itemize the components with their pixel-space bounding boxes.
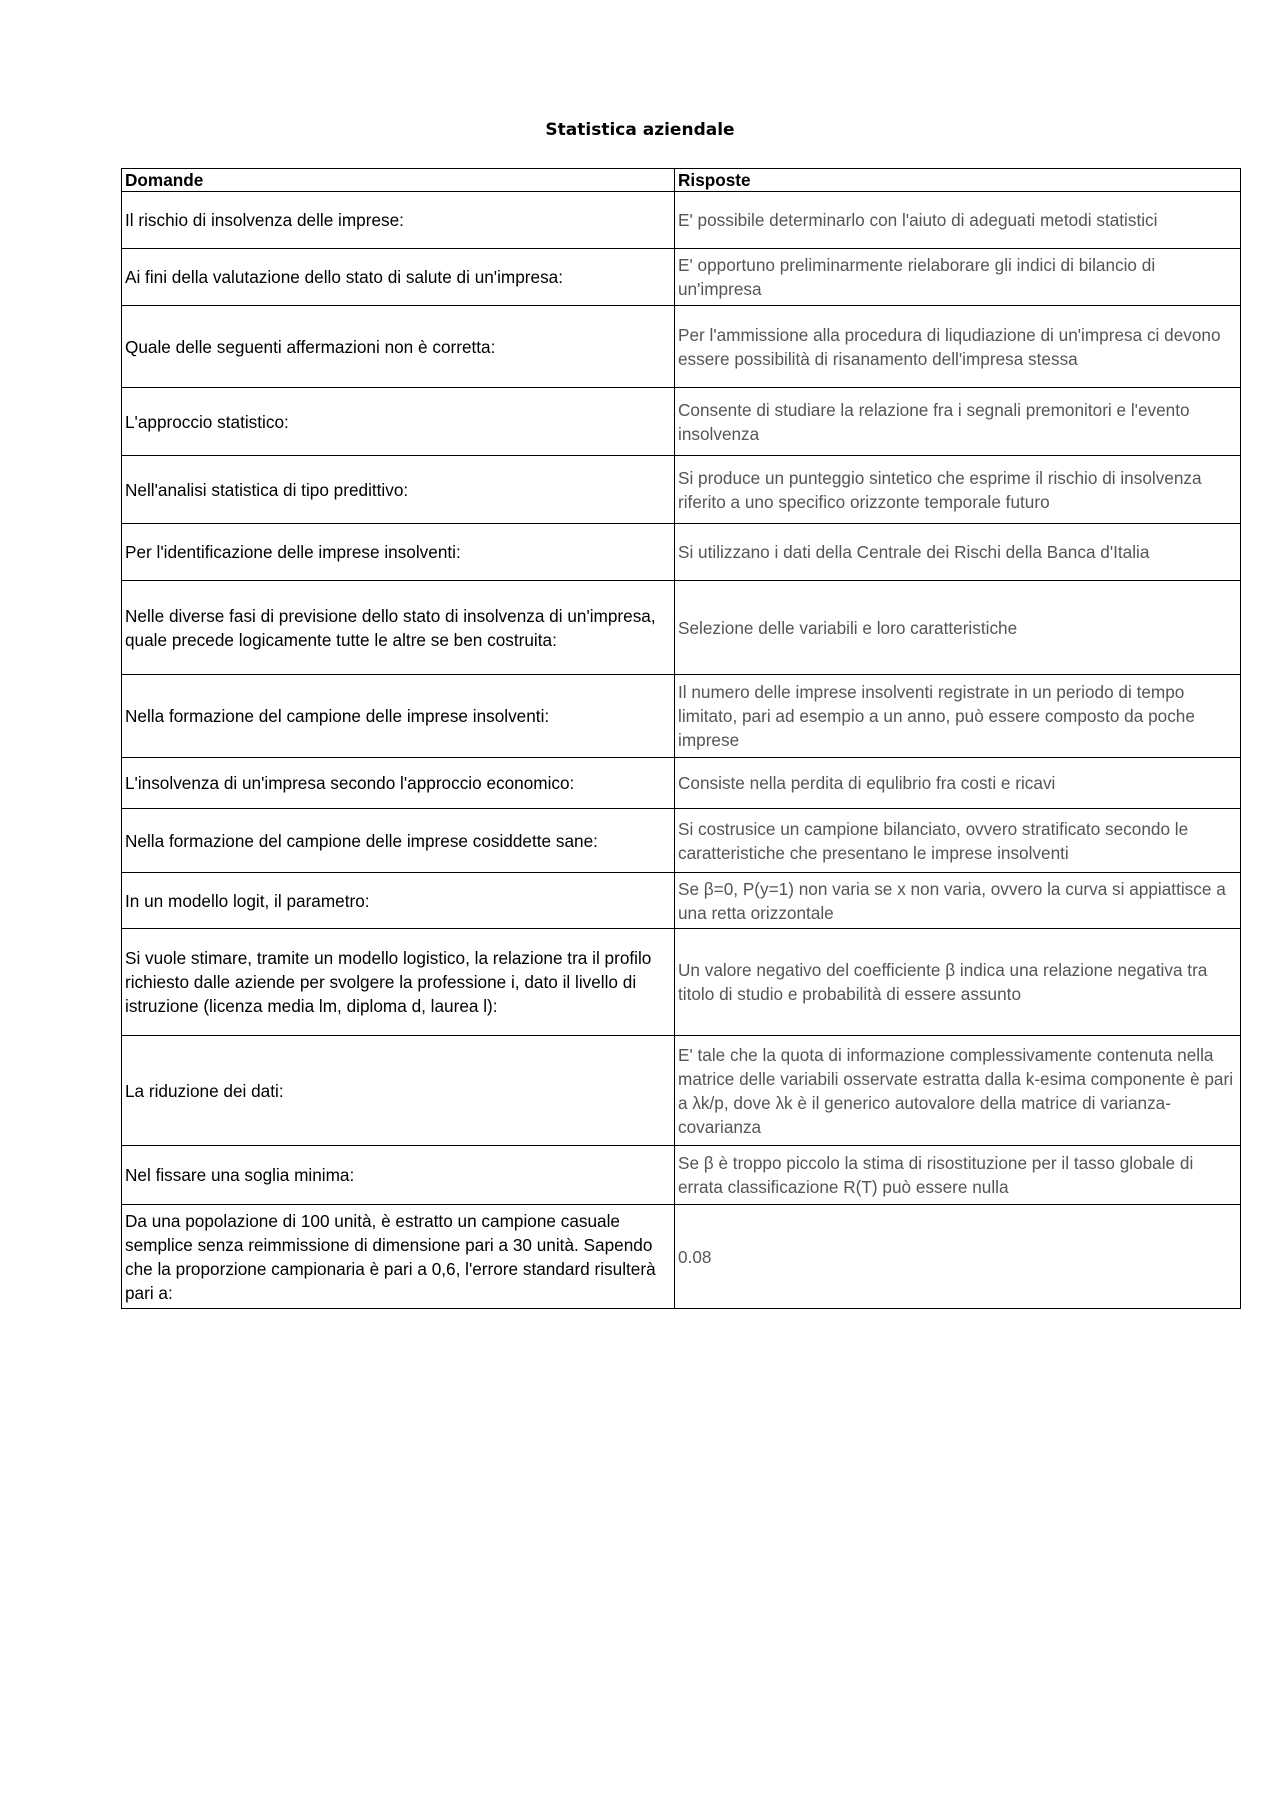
question-cell: Ai fini della valutazione dello stato di salute di un'impresa: (122, 249, 675, 306)
answer-cell: 0.08 (675, 1205, 1241, 1309)
table-row (122, 249, 1241, 306)
answer-cell: Si utilizzano i dati della Centrale dei Rischi della Banca d'Italia (675, 524, 1241, 581)
answer-cell: E' tale che la quota di informazione complessivamente contenuta nella matrice delle variabili osservate estratta dalla k-esima componente è pari a λk/p, dove λk è il generico autovalore della matrice di varianza-covarianza (675, 1036, 1241, 1146)
answer-cell: Selezione delle variabili e loro caratteristiche (675, 581, 1241, 675)
table-row (122, 675, 1241, 758)
question-cell: Nelle diverse fasi di previsione dello stato di insolvenza di un'impresa, quale precede logicamente tutte le altre se ben costruita: (122, 581, 675, 675)
question-cell: La riduzione dei dati: (122, 1036, 675, 1146)
table-row (122, 809, 1241, 873)
table-row (122, 192, 1241, 249)
table-row (122, 929, 1241, 1036)
question-cell: Il rischio di insolvenza delle imprese: (122, 192, 675, 249)
question-cell: Nell'analisi statistica di tipo predittivo: (122, 456, 675, 524)
column-header-questions: Domande (122, 169, 675, 192)
answer-cell: Si produce un punteggio sintetico che esprime il rischio di insolvenza riferito a uno specifico orizzonte temporale futuro (675, 456, 1241, 524)
question-cell: L'approccio statistico: (122, 388, 675, 456)
table-row (122, 758, 1241, 809)
answer-cell: Consiste nella perdita di equlibrio fra costi e ricavi (675, 758, 1241, 809)
question-cell: Nella formazione del campione delle imprese cosiddette sane: (122, 809, 675, 873)
question-cell: Quale delle seguenti affermazioni non è corretta: (122, 306, 675, 388)
answer-cell: E' opportuno preliminarmente rielaborare gli indici di bilancio di un'impresa (675, 249, 1241, 306)
answer-cell: Per l'ammissione alla procedura di liqudiazione di un'impresa ci devono essere possibilità di risanamento dell'impresa stessa (675, 306, 1241, 388)
question-cell: Per l'identificazione delle imprese insolventi: (122, 524, 675, 581)
table-row (122, 388, 1241, 456)
table-row (122, 873, 1241, 929)
answer-cell: Se β=0, P(y=1) non varia se x non varia, ovvero la curva si appiattisce a una retta orizzontale (675, 873, 1241, 929)
answer-cell: Un valore negativo del coefficiente β indica una relazione negativa tra titolo di studio e probabilità di essere assunto (675, 929, 1241, 1036)
table-header-row (122, 169, 1241, 192)
answer-cell: Consente di studiare la relazione fra i segnali premonitori e l'evento insolvenza (675, 388, 1241, 456)
table-row (122, 581, 1241, 675)
question-cell: Si vuole stimare, tramite un modello logistico, la relazione tra il profilo richiesto dalle aziende per svolgere la professione i, dato il livello di istruzione (licenza media lm, diploma d, laurea l): (122, 929, 675, 1036)
question-cell: In un modello logit, il parametro: (122, 873, 675, 929)
table-row (122, 306, 1241, 388)
question-cell: Da una popolazione di 100 unità, è estratto un campione casuale semplice senza reimmissione di dimensione pari a 30 unità. Sapendo che la proporzione campionaria è pari a 0,6, l'errore standard risulterà pari a: (122, 1205, 675, 1309)
table-row (122, 1146, 1241, 1205)
question-cell: Nella formazione del campione delle imprese insolventi: (122, 675, 675, 758)
table-row (122, 524, 1241, 581)
table-row (122, 456, 1241, 524)
table-row (122, 1036, 1241, 1146)
answer-cell: Si costrusice un campione bilanciato, ovvero stratificato secondo le caratteristiche che presentano le imprese insolventi (675, 809, 1241, 873)
answer-cell: E' possibile determinarlo con l'aiuto di adeguati metodi statistici (675, 192, 1241, 249)
table-row (122, 1205, 1241, 1309)
answer-cell: Il numero delle imprese insolventi registrate in un periodo di tempo limitato, pari ad esempio a un anno, può essere composto da poche imprese (675, 675, 1241, 758)
question-cell: L'insolvenza di un'impresa secondo l'approccio economico: (122, 758, 675, 809)
qa-table (121, 168, 1241, 1309)
column-header-answers: Risposte (675, 169, 1241, 192)
question-cell: Nel fissare una soglia minima: (122, 1146, 675, 1205)
answer-cell: Se β è troppo piccolo la stima di risostituzione per il tasso globale di errata classificazione R(T) può essere nulla (675, 1146, 1241, 1205)
page-title: Statistica aziendale (545, 120, 735, 140)
